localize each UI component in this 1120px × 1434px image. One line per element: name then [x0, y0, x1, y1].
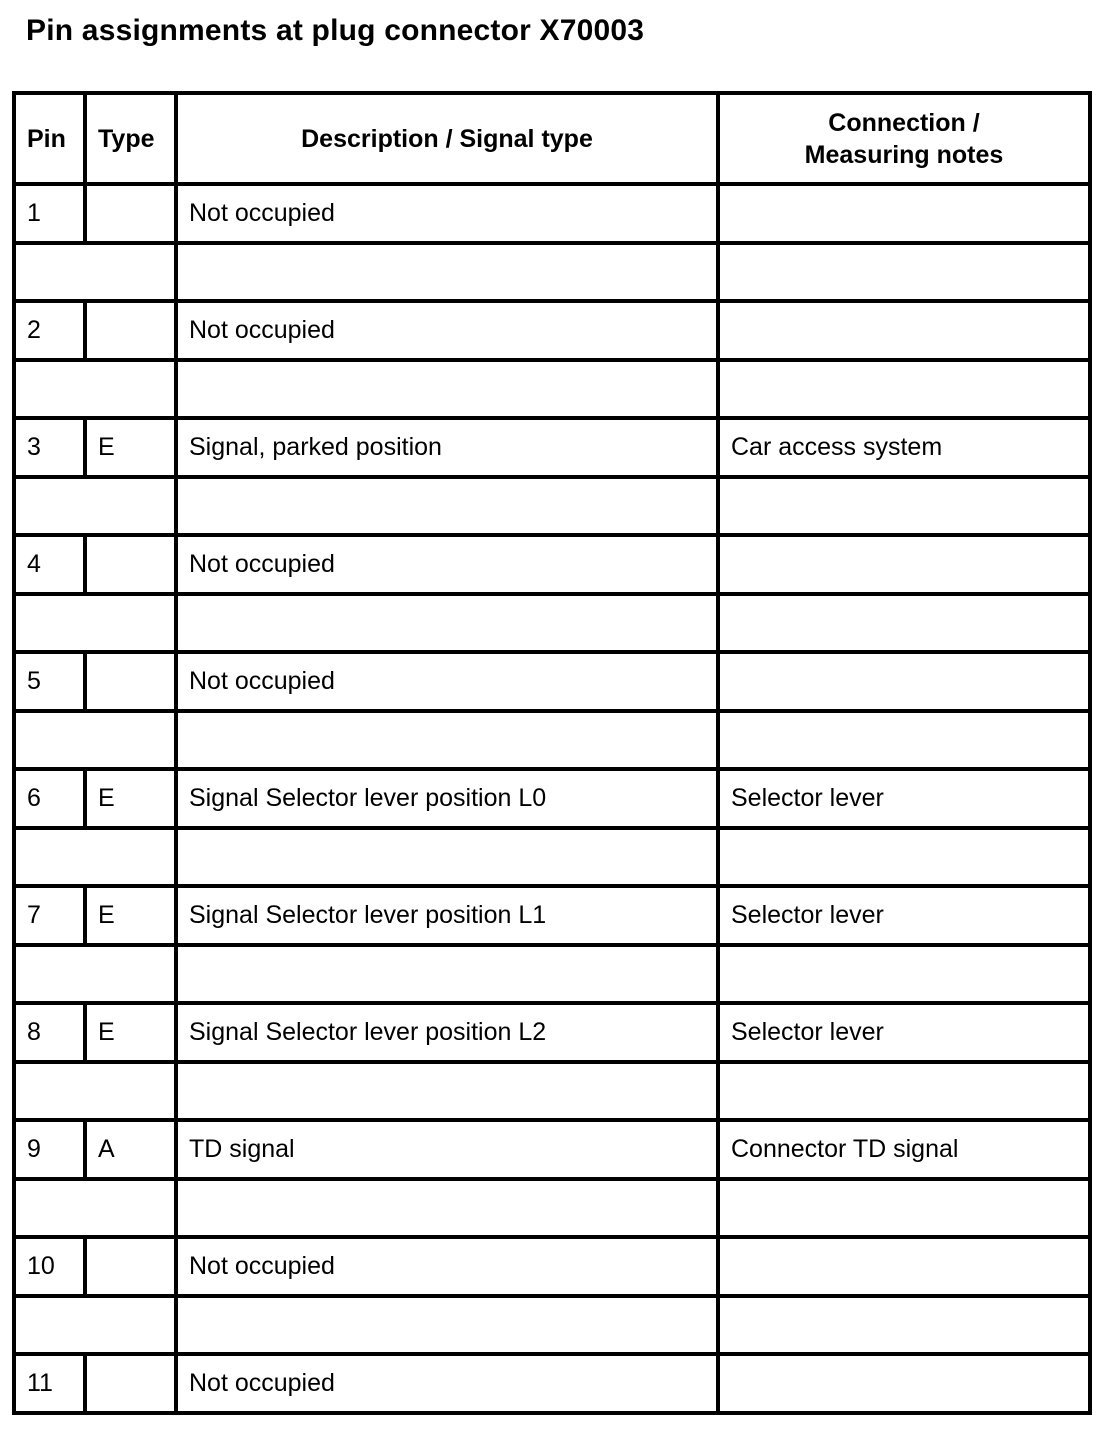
spacer-cell-description [176, 711, 718, 770]
table-row [14, 1003, 1090, 1062]
spacer-cell-connection [718, 1179, 1090, 1238]
pin-assignment-table [12, 91, 1092, 1415]
cell-description: Not occupied [176, 1354, 718, 1413]
spacer-row [14, 1179, 1090, 1238]
spacer-cell-pin-type [14, 711, 176, 770]
document-title: Pin assignments at plug connector X70003 [26, 14, 645, 47]
cell-connection: Selector lever [718, 886, 1090, 945]
spacer-cell-pin-type [14, 594, 176, 653]
spacer-row [14, 243, 1090, 302]
cell-type [85, 1237, 176, 1296]
spacer-row [14, 828, 1090, 887]
spacer-row [14, 477, 1090, 536]
cell-description: Signal Selector lever position L1 [176, 886, 718, 945]
table-row [14, 1354, 1090, 1413]
spacer-cell-connection [718, 945, 1090, 1004]
spacer-row [14, 360, 1090, 419]
cell-type [85, 652, 176, 711]
spacer-cell-description [176, 1179, 718, 1238]
header-row [14, 93, 1090, 184]
spacer-cell-description [176, 945, 718, 1004]
spacer-cell-pin-type [14, 1179, 176, 1238]
spacer-cell-pin-type [14, 477, 176, 536]
table-row [14, 301, 1090, 360]
spacer-cell-connection [718, 594, 1090, 653]
cell-type [85, 1354, 176, 1413]
spacer-row [14, 711, 1090, 770]
spacer-cell-pin-type [14, 1062, 176, 1121]
cell-pin: 9 [14, 1120, 85, 1179]
spacer-cell-pin-type [14, 360, 176, 419]
spacer-cell-pin-type [14, 243, 176, 302]
spacer-cell-description [176, 360, 718, 419]
spacer-cell-description [176, 243, 718, 302]
header-pin: Pin [14, 93, 85, 184]
spacer-cell-description [176, 828, 718, 887]
spacer-cell-description [176, 1296, 718, 1355]
spacer-cell-pin-type [14, 1296, 176, 1355]
cell-description: Not occupied [176, 184, 718, 243]
cell-description: TD signal [176, 1120, 718, 1179]
header-connection-line1: Connection / [828, 108, 980, 137]
header-connection [718, 93, 1090, 184]
spacer-cell-pin-type [14, 828, 176, 887]
cell-pin: 4 [14, 535, 85, 594]
spacer-cell-pin-type [14, 945, 176, 1004]
spacer-cell-connection [718, 477, 1090, 536]
header-connection-line2: Measuring notes [804, 140, 1004, 169]
cell-description: Signal Selector lever position L2 [176, 1003, 718, 1062]
cell-type: E [85, 769, 176, 828]
spacer-cell-connection [718, 360, 1090, 419]
cell-pin: 8 [14, 1003, 85, 1062]
cell-connection [718, 1354, 1090, 1413]
spacer-row [14, 1062, 1090, 1121]
cell-type: A [85, 1120, 176, 1179]
cell-type: E [85, 418, 176, 477]
cell-description: Signal, parked position [176, 418, 718, 477]
cell-connection [718, 301, 1090, 360]
spacer-row [14, 1296, 1090, 1355]
cell-description: Not occupied [176, 535, 718, 594]
cell-pin: 11 [14, 1354, 85, 1413]
cell-type: E [85, 1003, 176, 1062]
spacer-cell-connection [718, 243, 1090, 302]
spacer-cell-description [176, 594, 718, 653]
cell-connection: Selector lever [718, 769, 1090, 828]
spacer-cell-connection [718, 828, 1090, 887]
cell-type [85, 301, 176, 360]
header-description: Description / Signal type [176, 93, 718, 184]
spacer-cell-connection [718, 1296, 1090, 1355]
cell-connection: Selector lever [718, 1003, 1090, 1062]
cell-pin: 3 [14, 418, 85, 477]
spacer-row [14, 594, 1090, 653]
spacer-row [14, 945, 1090, 1004]
cell-pin: 2 [14, 301, 85, 360]
cell-type [85, 535, 176, 594]
cell-description: Not occupied [176, 301, 718, 360]
table-row [14, 184, 1090, 243]
table-row [14, 886, 1090, 945]
cell-pin: 6 [14, 769, 85, 828]
spacer-cell-connection [718, 711, 1090, 770]
cell-connection: Connector TD signal [718, 1120, 1090, 1179]
cell-connection [718, 184, 1090, 243]
cell-connection [718, 1237, 1090, 1296]
cell-type: E [85, 886, 176, 945]
table-row [14, 652, 1090, 711]
header-type: Type [85, 93, 176, 184]
cell-pin: 7 [14, 886, 85, 945]
cell-connection: Car access system [718, 418, 1090, 477]
table-row [14, 418, 1090, 477]
cell-pin: 1 [14, 184, 85, 243]
cell-pin: 10 [14, 1237, 85, 1296]
cell-description: Not occupied [176, 1237, 718, 1296]
table-row [14, 769, 1090, 828]
table-header [14, 93, 1090, 184]
table-row [14, 1237, 1090, 1296]
table-body [14, 184, 1090, 1413]
cell-pin: 5 [14, 652, 85, 711]
cell-description: Signal Selector lever position L0 [176, 769, 718, 828]
cell-connection [718, 535, 1090, 594]
spacer-cell-connection [718, 1062, 1090, 1121]
spacer-cell-description [176, 1062, 718, 1121]
spacer-cell-description [176, 477, 718, 536]
cell-connection [718, 652, 1090, 711]
cell-type [85, 184, 176, 243]
table-row [14, 1120, 1090, 1179]
table-row [14, 535, 1090, 594]
cell-description: Not occupied [176, 652, 718, 711]
